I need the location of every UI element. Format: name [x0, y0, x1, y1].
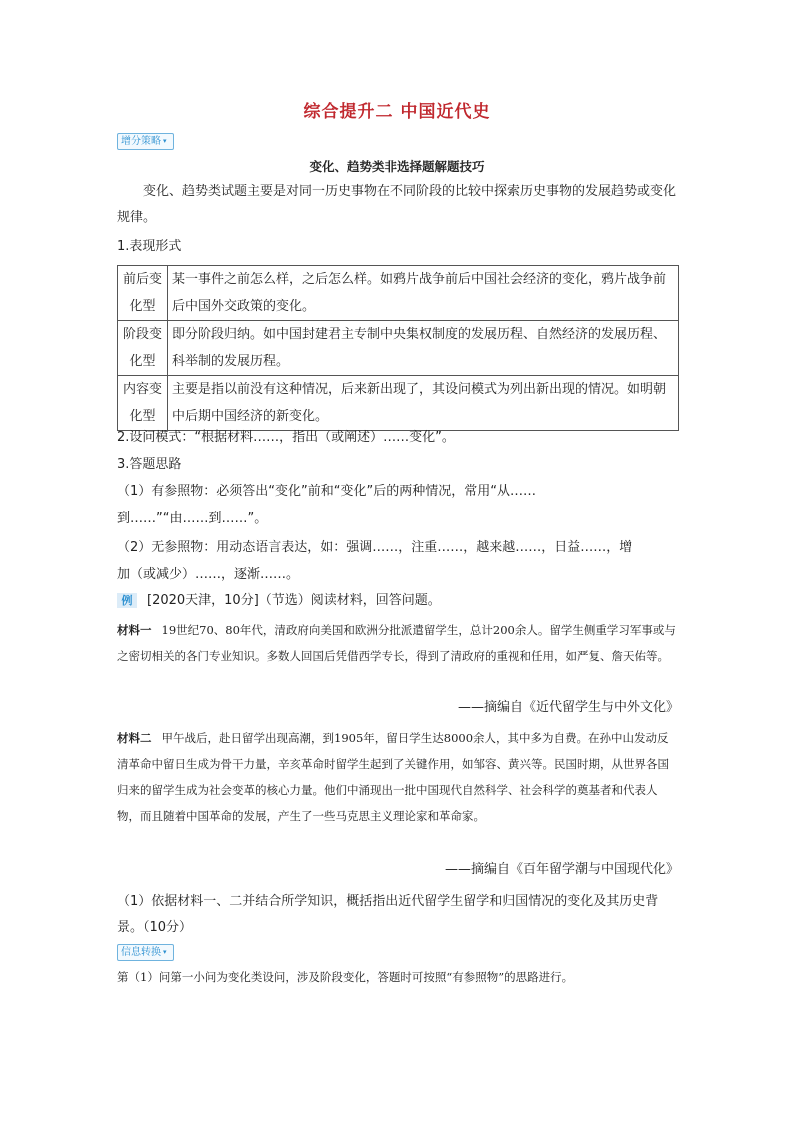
info-transform-text: 第（1）问第一小问为变化类设问，涉及阶段变化，答题时可按照“有参照物”的思路进行。 [117, 970, 574, 984]
expression-forms-table [117, 265, 679, 431]
heading-expression-forms: 1.表现形式 [117, 239, 182, 254]
table-cell-desc: 某一事件之前怎么样，之后怎么样。如鸦片战争前后中国社会经济的变化，鸦片战争前后中国外交政策的变化。 [168, 266, 679, 321]
example-badge: 例 [117, 593, 137, 608]
table-cell-type: 内容变化型 [118, 376, 168, 431]
material-two [117, 725, 679, 829]
material-two-source: ——摘编自《百年留学潮与中国现代化》 [444, 862, 679, 877]
heading-question-pattern: 2.设问模式：“根据材料……，指出（或阐述）……变化”。 [117, 430, 455, 445]
material-one-label: 材料一 [117, 623, 152, 637]
score-strategy-label: 增分策略 [121, 136, 161, 147]
material-one-text: 19世纪70、80年代，清政府向美国和欧洲分批派遣留学生，总计200余人。留学生侧重学习军事或与之密切相关的各门专业知识。多数人回国后凭借西学专长，得到了清政府的重视和任用，如严复、詹天佑等。 [117, 623, 676, 663]
tip-without-reference-line2: 加（或减少）……，逐渐……。 [117, 567, 300, 582]
question-one: （1）依据材料一、二并结合所学知识，概括指出近代留学生留学和归国情况的变化及其历史背景。（10分） [117, 894, 659, 935]
section-subtitle: 变化、趋势类非选择题解题技巧 [309, 159, 485, 174]
table-cell-type: 阶段变化型 [118, 321, 168, 376]
example-intro: [2020天津，10分]（节选）阅读材料，回答问题。 [147, 593, 441, 608]
material-two-text: 甲午战后，赴日留学出现高潮，到1905年，留日学生达8000余人，其中多为自费。在孙中山发动反清革命中留日生成为骨干力量，辛亥革命时留学生起到了关键作用，如邹容、黄兴等。民国时期，从世界各国归来的留学生成为社会变革的核心力量。他们中涌现出一批中国现代自然科学、社会科学的奠基者和代表人物，而且随着中国革命的发展，产生了一些马克思主义理论家和革命家。 [117, 731, 669, 823]
tip-with-reference-line1: （1）有参照物：必须答出“变化”前和“变化”后的两种情况，常用“从…… [117, 484, 536, 499]
table-row [118, 321, 679, 376]
info-transform-label: 信息转换 [121, 947, 161, 958]
material-one-source: ——摘编自《近代留学生与中外文化》 [457, 700, 679, 715]
table-row [118, 266, 679, 321]
tip-with-reference-line2: 到……”“由……到……”。 [117, 511, 268, 526]
table-row [118, 376, 679, 431]
tag-arrow-icon: ▾ [163, 137, 167, 145]
material-one [117, 617, 679, 669]
table-cell-desc: 主要是指以前没有这种情况，后来新出现了，其设问模式为列出新出现的情况。如明朝中后期中国经济的新变化。 [168, 376, 679, 431]
score-strategy-tag [117, 133, 174, 150]
material-two-label: 材料二 [117, 731, 152, 745]
intro-paragraph: 变化、趋势类试题主要是对同一历史事物在不同阶段的比较中探索历史事物的发展趋势或变化规律。 [117, 184, 677, 225]
page-title: 综合提升二 中国近代史 [303, 102, 491, 122]
table-cell-desc: 即分阶段归纳。如中国封建君主专制中央集权制度的发展历程、自然经济的发展历程、科举制的发展历程。 [168, 321, 679, 376]
tip-without-reference-line1: （2）无参照物：用动态语言表达，如：强调……，注重……，越来越……，日益……，增 [117, 540, 633, 555]
tag-arrow-icon: ▾ [163, 948, 167, 956]
info-transform-tag [117, 944, 174, 961]
table-cell-type: 前后变化型 [118, 266, 168, 321]
heading-answer-approach: 3.答题思路 [117, 457, 182, 472]
